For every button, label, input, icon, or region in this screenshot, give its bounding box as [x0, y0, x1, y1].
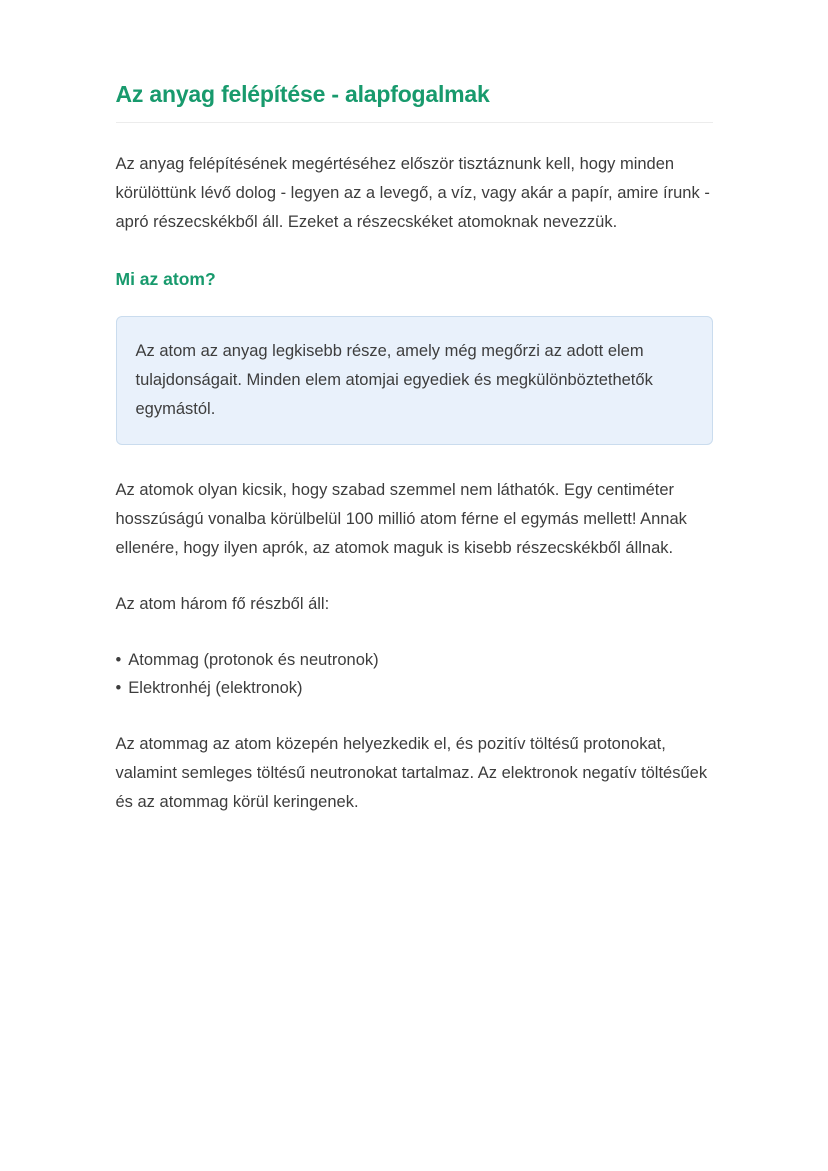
page-title: Az anyag felépítése - alapfogalmak [116, 80, 713, 123]
list-item-label: Atommag (protonok és neutronok) [128, 650, 379, 669]
document-page [116, 0, 713, 817]
atom-parts-intro: Az atom három fő részből áll: [115, 594, 330, 613]
bullet-marker: • [115, 679, 122, 698]
closing-paragraph: Az atommag az atom közepén helyezkedik el, és pozitív töltésű protonokat, valamint semleges töltésű neutronokat tartalmaz. Az elektronok negatív töltésűek és az atommag körül keringenek. [115, 734, 708, 811]
list-item [116, 646, 713, 675]
atom-parts-list [116, 646, 713, 703]
list-item-label: Elektronhéj (elektronok) [128, 679, 303, 698]
atom-size-paragraph: Az atomok olyan kicsik, hogy szabad szemmel nem láthatók. Egy centiméter hosszúságú vonalba körülbelül 100 millió atom férne el egymás mellett! Annak ellenére, hogy ilyen aprók, az atomok maguk is kisebb részecskékből állnak. [115, 480, 687, 557]
intro-paragraph: Az anyag felépítésének megértéséhez először tisztáznunk kell, hogy minden körülöttünk lévő dolog - legyen az a levegő, a víz, vagy akár a papír, amire írunk - apró részecskékből áll. Ezeket a részecskéket atomoknak nevezzük. [115, 154, 710, 231]
definition-callout-box [116, 316, 713, 445]
definition-text: Az atom az anyag legkisebb része, amely még megőrzi az adott elem tulajdonságait. Minden elem atomjai egyediek és megkülönböztethetők egymástól. [135, 341, 653, 418]
bullet-marker: • [115, 650, 122, 669]
list-item [116, 674, 713, 703]
section-heading-what-is-atom: Mi az atom? [115, 268, 216, 289]
